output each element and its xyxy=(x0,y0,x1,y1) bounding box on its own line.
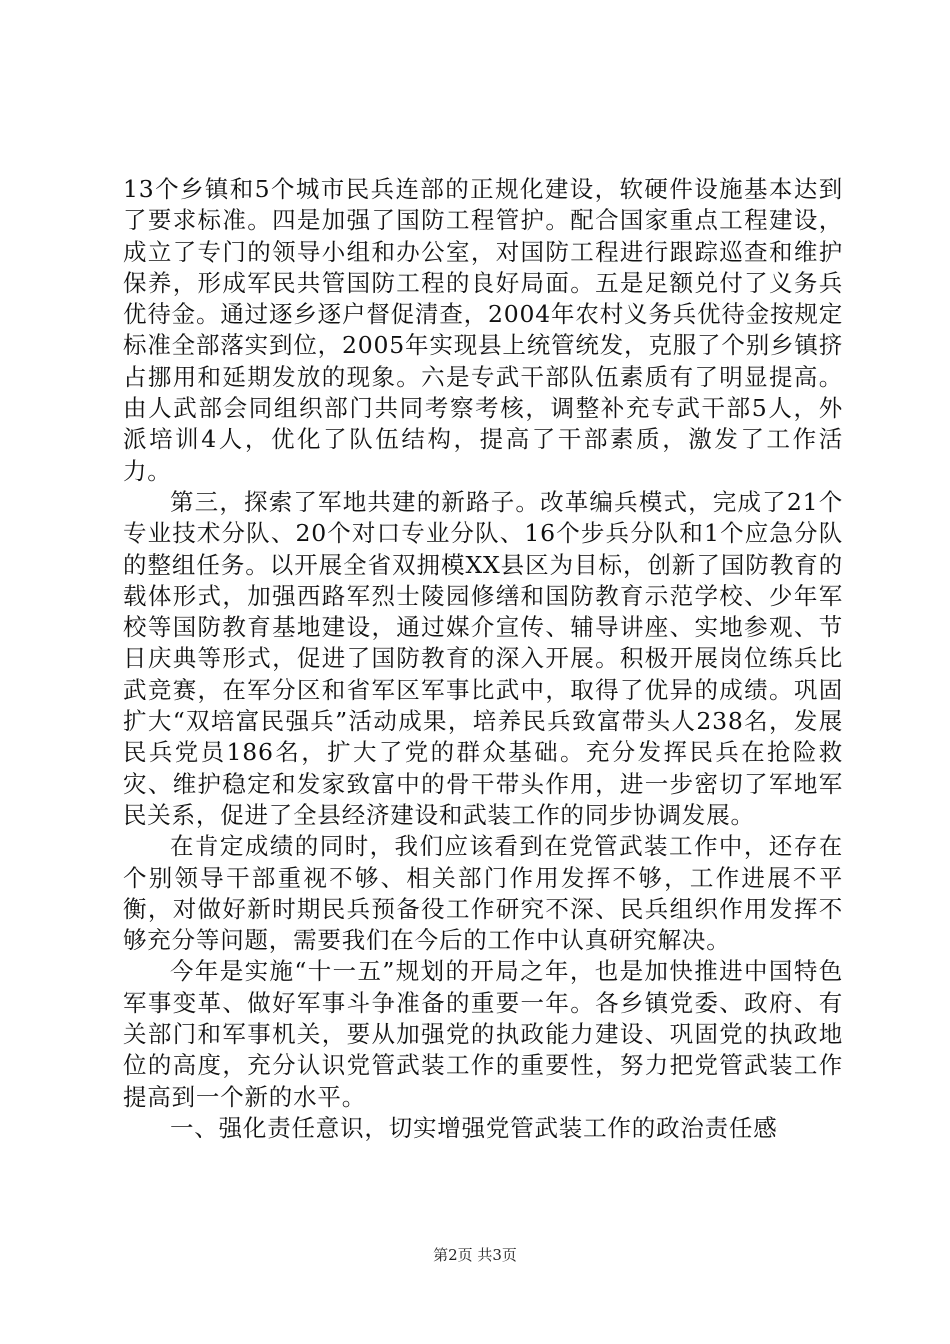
body-paragraph-1: 13个乡镇和5个城市民兵连部的正规化建设，软硬件设施基本达到了要求标准。四是加强了国防工程管护。配合国家重点工程建设，成立了专门的领导小组和办公室，对国防工程进行跟踪巡查和维护保养，形成军民共管国防工程的良好局面。五是足额兑付了义务兵优待金。通过逐乡逐户督促清查，2004年农村义务兵优待金按规定标准全部落实到位，2005年实现县上统管统发，克服了个别乡镇挤占挪用和延期发放的现象。六是专武干部队伍素质有了明显提高。由人武部会同组织部门共同考察考核，调整补充专武干部5人，外派培训4人，优化了队伍结构，提高了干部素质，激发了工作活力。 xyxy=(123,175,843,485)
body-paragraph-2: 第三，探索了军地共建的新路子。改革编兵模式，完成了21个专业技术分队、20个对口专业分队、16个步兵分队和1个应急分队的整组任务。以开展全省双拥模XX县区为目标，创新了国防教育的载体形式，加强西路军烈士陵园修缮和国防教育示范学校、少年军校等国防教育基地建设，通过媒介宣传、辅导讲座、实地参观、节日庆典等形式，促进了国防教育的深入开展。积极开展岗位练兵比武竞赛，在军分区和省军区军事比武中，取得了优异的成绩。巩固扩大“双培富民强兵”活动成果，培养民兵致富带头人238名，发展民兵党员186名，扩大了党的群众基础。充分发挥民兵在抢险救灾、维护稳定和发家致富中的骨干带头作用，进一步密切了军地军民关系，促进了全县经济建设和武装工作的同步协调发展。 xyxy=(123,487,843,829)
body-paragraph-3: 在肯定成绩的同时，我们应该看到在党管武装工作中，还存在个别领导干部重视不够、相关部门作用发挥不够，工作进展不平衡，对做好新时期民兵预备役工作研究不深、民兵组织作用发挥不够充分等问题，需要我们在今后的工作中认真研究解决。 xyxy=(123,832,843,955)
body-paragraph-4: 今年是实施“十一五”规划的开局之年，也是加快推进中国特色军事变革、做好军事斗争准备的重要一年。各乡镇党委、政府、有关部门和军事机关，要从加强党的执政能力建设、巩固党的执政地位的高度，充分认识党管武装工作的重要性，努力把党管武装工作提高到一个新的水平。 xyxy=(123,957,843,1111)
page-number-footer: 第2页 共3页 xyxy=(433,1246,517,1264)
document-body xyxy=(123,174,843,1144)
section-heading-1: 一、强化责任意识，切实增强党管武装工作的政治责任感 xyxy=(170,1113,778,1142)
